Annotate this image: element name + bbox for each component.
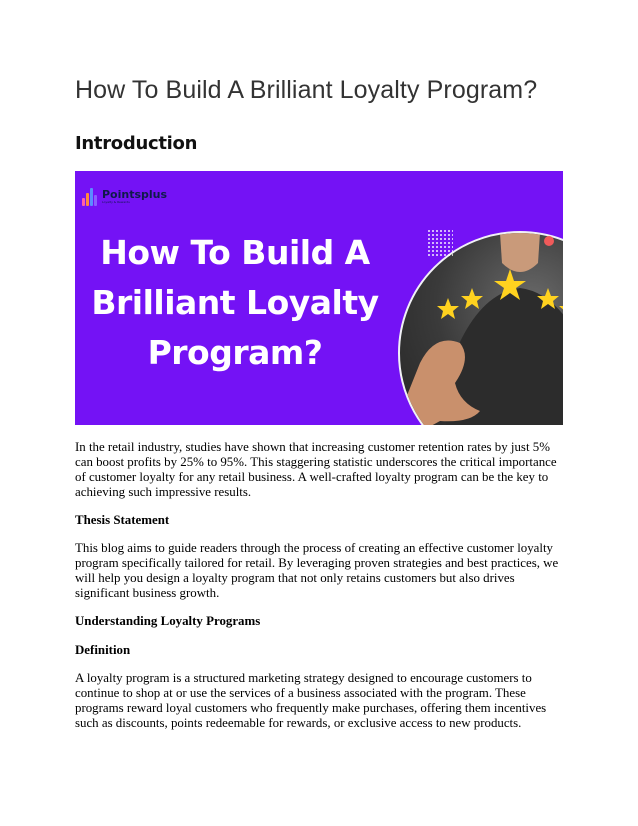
stars-icon bbox=[400, 233, 563, 425]
definition-paragraph: A loyalty program is a structured marketing strategy designed to encourage customers to continue to shop at or use the services of a business associated with the program. These programs reward loyal customers who frequently make purchases, offering them incentives such as discounts, points redeemable for rewards, or exclusive access to new products. bbox=[75, 671, 547, 730]
hero-banner bbox=[75, 171, 563, 425]
thesis-heading: Thesis Statement bbox=[75, 513, 170, 527]
banner-heading-line: Program? bbox=[147, 333, 323, 372]
introduction-heading: Introduction bbox=[75, 133, 198, 154]
page-title: How To Build A Brilliant Loyalty Program? bbox=[75, 76, 538, 104]
hands-with-stars-photo bbox=[398, 231, 563, 425]
brand-logo bbox=[82, 186, 167, 206]
brand-tagline: Loyalty & Rewards bbox=[102, 199, 130, 204]
accent-dot-decoration bbox=[544, 236, 554, 246]
thesis-paragraph: This blog aims to guide readers through the process of creating an effective customer loyalty program specifically tailored for retail. By leveraging proven strategies and best practices, we will help you design a loyalty program that not only retains customers but also drives significant business growth. bbox=[75, 541, 559, 600]
dot-pattern-decoration bbox=[427, 229, 453, 257]
banner-heading bbox=[75, 228, 395, 378]
banner-heading-line: How To Build A bbox=[100, 233, 370, 272]
brand-name: Pointsplus bbox=[102, 187, 168, 201]
definition-heading: Definition bbox=[75, 643, 131, 657]
understanding-heading: Understanding Loyalty Programs bbox=[75, 614, 261, 628]
bar-chart-icon bbox=[82, 186, 100, 206]
intro-paragraph: In the retail industry, studies have shown that increasing customer retention rates by just 5% can boost profits by 25% to 95%. This staggering statistic underscores the critical importance of customer loyalty for any retail business. A well-crafted loyalty program can be the key to achieving such impressive results. bbox=[75, 440, 557, 499]
banner-heading-line: Brilliant Loyalty bbox=[91, 283, 379, 322]
